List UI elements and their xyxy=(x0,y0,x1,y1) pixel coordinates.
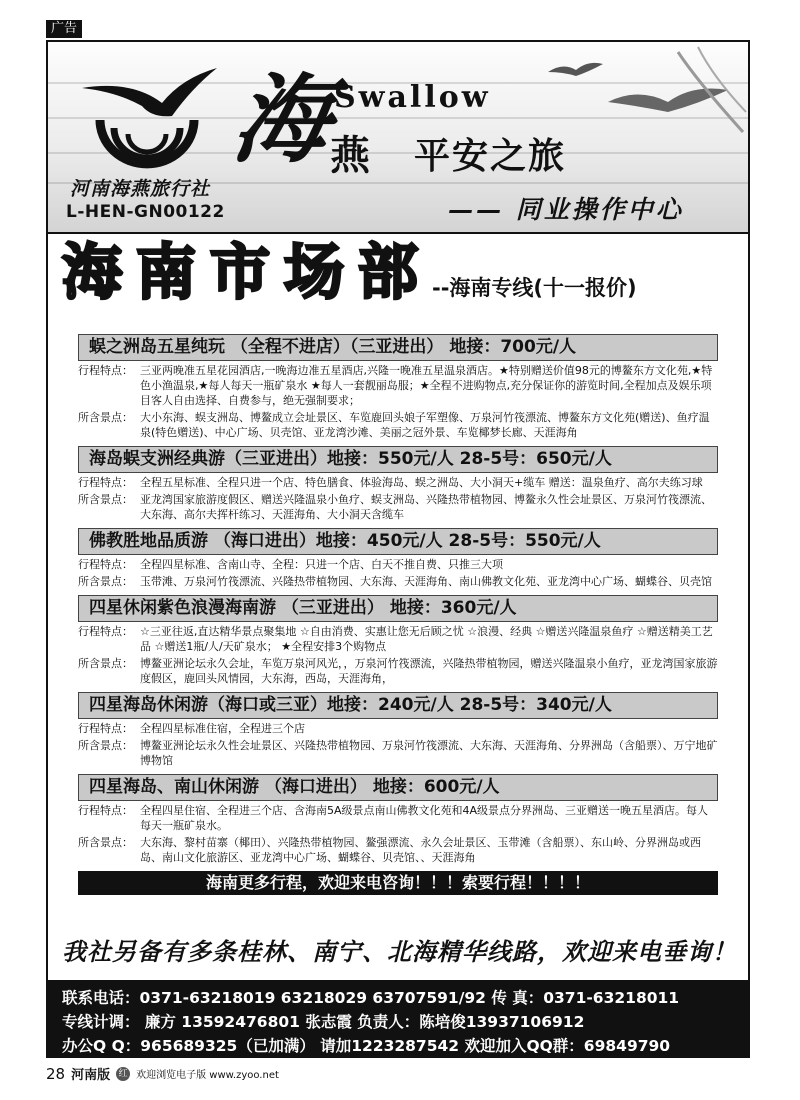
tour-item xyxy=(78,446,718,522)
spots-label: 所含景点： xyxy=(78,575,133,588)
market-subtitle: --海南专线(十一报价) xyxy=(432,276,637,300)
tour-spots: 博鳌亚洲论坛永久性会址景区、兴隆热带植物园、万泉河竹筏漂流、大东海、天涯海角、分界洲岛（含船票）、万宁地矿博物馆 xyxy=(140,739,718,767)
page-footer xyxy=(46,1064,279,1083)
tour-title: 佛教胜地品质游 （海口进出）地接：450元/人 28-5号：550元/人 xyxy=(78,528,718,555)
tour-spots: 大东海、黎村苗寨（椰田）、兴隆热带植物园、鳌强漂流、永久会址景区、玉带滩（含船票）、东山岭、分界洲岛或西岛、南山文化旅游区、亚龙湾中心广场、蝴蝶谷、贝壳馆、、天涯海角 xyxy=(140,836,701,864)
spots-label: 所含景点： xyxy=(78,657,133,670)
tour-features: ☆三亚往返,直达精华景点聚集地 ☆自由消费、实惠让您无后顾之忧 ☆浪漫、经典 ☆赠送兴隆温泉鱼疗 ☆赠送精美工艺品 ☆赠送1瓶/人/天矿泉水； ★全程安排3个购物点 xyxy=(140,625,713,653)
tour-features: 全程四星标准住宿，全程进三个店 xyxy=(140,722,305,735)
tour-list xyxy=(78,334,718,895)
brand-character-hai: 海 xyxy=(226,63,339,176)
spots-label: 所含景点： xyxy=(78,411,133,424)
features-label: 行程特点： xyxy=(78,625,133,638)
contact-qq: 办公Q Q：965689325（已加满） 请加1223287542 欢迎加入QQ群：69849790 xyxy=(62,1037,671,1055)
tour-title: 四星休闲紫色浪漫海南游 （三亚进出） 地接：360元/人 xyxy=(78,595,718,622)
promo-line: 我社另备有多条桂林、南宁、北海精华线路，欢迎来电垂询！ xyxy=(62,937,737,966)
spots-label: 所含景点： xyxy=(78,836,133,849)
features-label: 行程特点： xyxy=(78,558,133,571)
tour-item xyxy=(78,692,718,768)
ad-tag: 广告 xyxy=(46,20,82,38)
contact-panel xyxy=(48,980,748,1058)
seagull-photo-icon xyxy=(528,42,748,162)
agency-name: 河南海燕旅行社 xyxy=(70,178,211,200)
operation-center-name: —— 同业操作中心 xyxy=(448,195,684,224)
header-banner xyxy=(48,42,748,234)
market-title: 海南市场部 xyxy=(62,238,432,308)
edition-badge: 红 xyxy=(116,1067,130,1081)
tour-title: 蜈之洲岛五星纯玩 （全程不进店）（三亚进出） 地接：700元/人 xyxy=(78,334,718,361)
brand-character-yan: 燕 xyxy=(330,132,370,179)
tour-item xyxy=(78,595,718,686)
edition-label: 河南版 xyxy=(71,1068,111,1083)
tour-title: 四星海岛、南山休闲游 （海口进出） 地接：600元/人 xyxy=(78,774,718,801)
contact-planners: 专线计调： 廉方 13592476801 张志霞 负责人：陈培俊13937106912 xyxy=(62,1013,585,1031)
tour-item xyxy=(78,334,718,440)
tour-features: 全程五星标准、全程只进一个店、特色膳食、体验海岛、蜈之洲岛、大小洞天+缆车 赠送：温泉鱼疗、高尔夫练习球 xyxy=(140,476,703,489)
website-link[interactable]: 欢迎浏览电子版 www.zyoo.net xyxy=(136,1070,279,1081)
features-label: 行程特点： xyxy=(78,722,133,735)
brand-english: Swallow xyxy=(334,80,491,115)
tour-features: 全程四星住宿、全程进三个店、含海南5A级景点南山佛教文化苑和4A级景点分界洲岛、三亚赠送一晚五星酒店。每人每天一瓶矿泉水。 xyxy=(140,804,709,832)
tour-item xyxy=(78,528,718,589)
spots-label: 所含景点： xyxy=(78,493,133,506)
tour-spots: 玉带滩、万泉河竹筏漂流、兴隆热带植物园、大东海、天涯海角、南山佛教文化苑、亚龙湾中心广场、蝴蝶谷、贝壳馆 xyxy=(140,575,712,588)
tour-item xyxy=(78,774,718,865)
swallow-logo-icon xyxy=(72,58,222,178)
tour-spots: 大小东海、蜈支洲岛、博鳌成立会址景区、车览鹿回头娘子军塑像、万泉河竹筏漂流、博鳌东方文化苑(赠送)、鱼疗温泉(特色赠送)、中心广场、贝壳馆、亚龙湾沙滩、美丽之冠外景、车览椰梦长廊、天涯海角 xyxy=(140,411,710,439)
page-number: 28 xyxy=(46,1064,66,1083)
ad-frame xyxy=(46,40,750,1058)
contact-phones: 联系电话：0371-63218019 63218029 63707591/92 传 真：0371-63218011 xyxy=(62,989,680,1007)
license-number: L-HEN-GN00122 xyxy=(66,202,225,222)
features-label: 行程特点： xyxy=(78,804,133,817)
features-label: 行程特点： xyxy=(78,476,133,489)
tour-features: 全程四星标准、含南山寺、全程：只进一个店、白天不推自费、只推三大项 xyxy=(140,558,503,571)
tour-title: 海岛蜈支洲经典游（三亚进出）地接：550元/人 28-5号：650元/人 xyxy=(78,446,718,473)
tour-spots: 亚龙湾国家旅游度假区、赠送兴隆温泉小鱼疗、蜈支洲岛、兴隆热带植物园、博鳌永久性会址景区、万泉河竹筏漂流、大东海、高尔夫挥杆练习、天涯海角、大小洞天含缆车 xyxy=(140,493,712,521)
tour-features: 三亚两晚准五星花园酒店,一晚海边准五星酒店,兴隆一晚准五星温泉酒店。★特别赠送价值98元的博鳌东方文化苑,★特色小渔温泉,★每人每天一瓶矿泉水 ★每人一套靓丽岛服；★全程不进购物点,充分保证你的游览时间,全程加点及娱乐项目客人自由选择、自费参与，绝无强制要求； xyxy=(140,364,713,407)
tour-spots: 博鳌亚洲论坛永久会址，车览万泉河风光，，万泉河竹筏漂流，兴隆热带植物园，赠送兴隆温泉小鱼疗，亚龙湾国家旅游度假区，鹿回头风情园，大东海，西岛，天涯海角， xyxy=(140,657,718,685)
hotline-banner: 海南更多行程，欢迎来电咨询！！！索要行程！！！！ xyxy=(78,871,718,895)
spots-label: 所含景点： xyxy=(78,739,133,752)
tour-title: 四星海岛休闲游（海口或三亚）地接：240元/人 28-5号：340元/人 xyxy=(78,692,718,719)
features-label: 行程特点： xyxy=(78,364,133,377)
slogan: 平安之旅 xyxy=(414,135,567,177)
